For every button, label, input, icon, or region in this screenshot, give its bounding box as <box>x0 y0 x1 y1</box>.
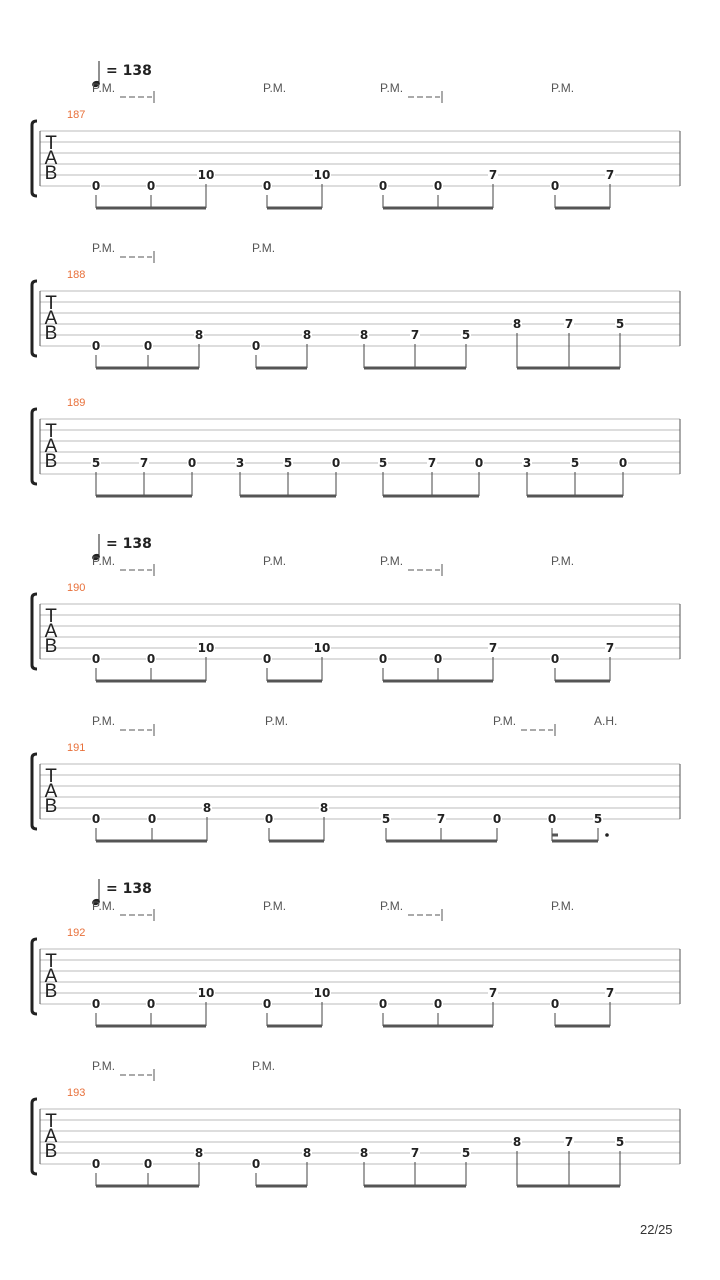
tab-system <box>32 879 680 1026</box>
tab-system <box>32 714 680 841</box>
fret-number: 5 <box>461 1146 471 1160</box>
fret-number: 8 <box>512 317 522 331</box>
fret-number: 0 <box>433 179 443 193</box>
fret-number: 8 <box>302 328 312 342</box>
staccato-dot <box>605 833 609 837</box>
fret-number: 5 <box>461 328 471 342</box>
tab-clef-letter: A <box>44 781 58 802</box>
palm-mute-annotation: P.M. <box>92 241 116 255</box>
fret-number: 0 <box>433 652 443 666</box>
fret-number: 10 <box>197 168 215 182</box>
palm-mute-annotation: P.M. <box>92 554 116 568</box>
palm-mute-annotation: P.M. <box>92 1059 116 1073</box>
fret-number: 7 <box>139 456 149 470</box>
palm-mute-annotation: P.M. <box>252 1059 276 1073</box>
palm-mute-annotation: P.M. <box>263 81 287 95</box>
fret-number: 0 <box>251 1157 261 1171</box>
fret-number: 10 <box>197 641 215 655</box>
tab-clef-letter: T <box>45 421 57 442</box>
fret-number: 7 <box>427 456 437 470</box>
fret-number: 10 <box>197 986 215 1000</box>
fret-number: 0 <box>146 997 156 1011</box>
bar-number: 191 <box>67 742 86 754</box>
tab-clef-letter: A <box>44 1126 58 1147</box>
fret-number: 0 <box>143 1157 153 1171</box>
tab-clef-letter: B <box>44 323 58 344</box>
palm-mute-annotation: P.M. <box>551 81 575 95</box>
fret-number: 0 <box>91 997 101 1011</box>
system-bracket <box>32 409 37 484</box>
tab-clef-letter: B <box>44 451 58 472</box>
tempo-marking: = 138 <box>106 63 152 79</box>
fret-number: 3 <box>235 456 245 470</box>
tab-clef-letter: A <box>44 148 58 169</box>
fret-number: 7 <box>488 641 498 655</box>
palm-mute-annotation: P.M. <box>92 899 116 913</box>
fret-number: 7 <box>410 1146 420 1160</box>
fret-number: 7 <box>564 317 574 331</box>
tab-clef-letter: T <box>45 606 57 627</box>
palm-mute-annotation: P.M. <box>380 81 404 95</box>
system-bracket <box>32 281 37 356</box>
fret-number: 0 <box>262 997 272 1011</box>
fret-number: 7 <box>488 168 498 182</box>
fret-number: 0 <box>187 456 197 470</box>
fret-number: 7 <box>564 1135 574 1149</box>
fret-number: 0 <box>143 339 153 353</box>
tab-clef-letter: T <box>45 951 57 972</box>
palm-mute-annotation: P.M. <box>493 714 517 728</box>
fret-number: 8 <box>302 1146 312 1160</box>
tab-clef-letter: A <box>44 621 58 642</box>
fret-number: 5 <box>615 317 625 331</box>
fret-number: 0 <box>492 812 502 826</box>
fret-number: 7 <box>436 812 446 826</box>
fret-number: 0 <box>262 652 272 666</box>
fret-number: 8 <box>512 1135 522 1149</box>
fret-number: 10 <box>313 641 331 655</box>
system-bracket <box>32 1099 37 1174</box>
system-bracket <box>32 121 37 196</box>
tempo-marking: = 138 <box>106 881 152 897</box>
fret-number: 5 <box>381 812 391 826</box>
fret-number: 10 <box>313 986 331 1000</box>
tab-clef-letter: B <box>44 163 58 184</box>
tab-system <box>32 1059 680 1186</box>
tab-system <box>32 61 680 208</box>
fret-number: 0 <box>91 652 101 666</box>
fret-number: 0 <box>618 456 628 470</box>
fret-number: 5 <box>615 1135 625 1149</box>
tab-clef-letter: B <box>44 981 58 1002</box>
fret-number: 0 <box>91 812 101 826</box>
fret-number: 7 <box>605 641 615 655</box>
fret-number: 0 <box>146 652 156 666</box>
system-bracket <box>32 754 37 829</box>
palm-mute-annotation: P.M. <box>380 899 404 913</box>
tab-clef-letter: B <box>44 796 58 817</box>
fret-number: 5 <box>378 456 388 470</box>
fret-number: 0 <box>91 179 101 193</box>
fret-number: 7 <box>605 986 615 1000</box>
fret-number: 5 <box>593 812 603 826</box>
palm-mute-annotation: P.M. <box>551 554 575 568</box>
tab-clef-letter: T <box>45 1111 57 1132</box>
fret-number: 0 <box>550 652 560 666</box>
palm-mute-annotation: P.M. <box>92 81 116 95</box>
palm-mute-annotation: P.M. <box>380 554 404 568</box>
fret-number: 0 <box>547 812 557 826</box>
page-number: 22/25 <box>640 1222 673 1237</box>
palm-mute-annotation: P.M. <box>265 714 289 728</box>
bar-number: 190 <box>67 582 86 594</box>
fret-number: 8 <box>194 1146 204 1160</box>
palm-mute-annotation: P.M. <box>551 899 575 913</box>
fret-number: 0 <box>251 339 261 353</box>
fret-number: 0 <box>550 179 560 193</box>
tab-clef-letter: T <box>45 133 57 154</box>
tempo-marking: = 138 <box>106 536 152 552</box>
system-bracket <box>32 594 37 669</box>
fret-number: 0 <box>474 456 484 470</box>
fret-number: 0 <box>550 997 560 1011</box>
fret-number: 7 <box>410 328 420 342</box>
fret-number: 7 <box>605 168 615 182</box>
fret-number: 8 <box>194 328 204 342</box>
tab-clef-letter: T <box>45 293 57 314</box>
fret-number: 8 <box>359 1146 369 1160</box>
palm-mute-annotation: P.M. <box>263 899 287 913</box>
fret-number: 7 <box>488 986 498 1000</box>
fret-number: 3 <box>522 456 532 470</box>
fret-number: 0 <box>147 812 157 826</box>
tab-clef-letter: B <box>44 636 58 657</box>
bar-number: 193 <box>67 1087 86 1099</box>
bar-number: 189 <box>67 397 86 409</box>
palm-mute-annotation: P.M. <box>92 714 116 728</box>
tab-system <box>32 397 680 496</box>
bar-number: 188 <box>67 269 86 281</box>
fret-number: 5 <box>283 456 293 470</box>
fret-number: 0 <box>331 456 341 470</box>
fret-number: 8 <box>359 328 369 342</box>
fret-number: 8 <box>202 801 212 815</box>
fret-number: 0 <box>264 812 274 826</box>
fret-number: 5 <box>570 456 580 470</box>
tab-system <box>32 241 680 368</box>
fret-number: 0 <box>433 997 443 1011</box>
tab-clef-letter: A <box>44 436 58 457</box>
fret-number: 0 <box>91 1157 101 1171</box>
tab-clef-letter: B <box>44 1141 58 1162</box>
fret-number: 0 <box>91 339 101 353</box>
tab-clef-letter: A <box>44 308 58 329</box>
palm-mute-annotation: A.H. <box>594 714 618 728</box>
palm-mute-annotation: P.M. <box>263 554 287 568</box>
fret-number: 0 <box>378 179 388 193</box>
tab-system <box>32 534 680 681</box>
fret-number: 5 <box>91 456 101 470</box>
system-bracket <box>32 939 37 1014</box>
tab-clef-letter: A <box>44 966 58 987</box>
bar-number: 187 <box>67 109 86 121</box>
tab-clef-letter: T <box>45 766 57 787</box>
fret-number: 0 <box>378 997 388 1011</box>
fret-number: 0 <box>262 179 272 193</box>
bar-number: 192 <box>67 927 86 939</box>
fret-number: 8 <box>319 801 329 815</box>
fret-number: 0 <box>146 179 156 193</box>
fret-number: 0 <box>378 652 388 666</box>
palm-mute-annotation: P.M. <box>252 241 276 255</box>
fret-number: 10 <box>313 168 331 182</box>
